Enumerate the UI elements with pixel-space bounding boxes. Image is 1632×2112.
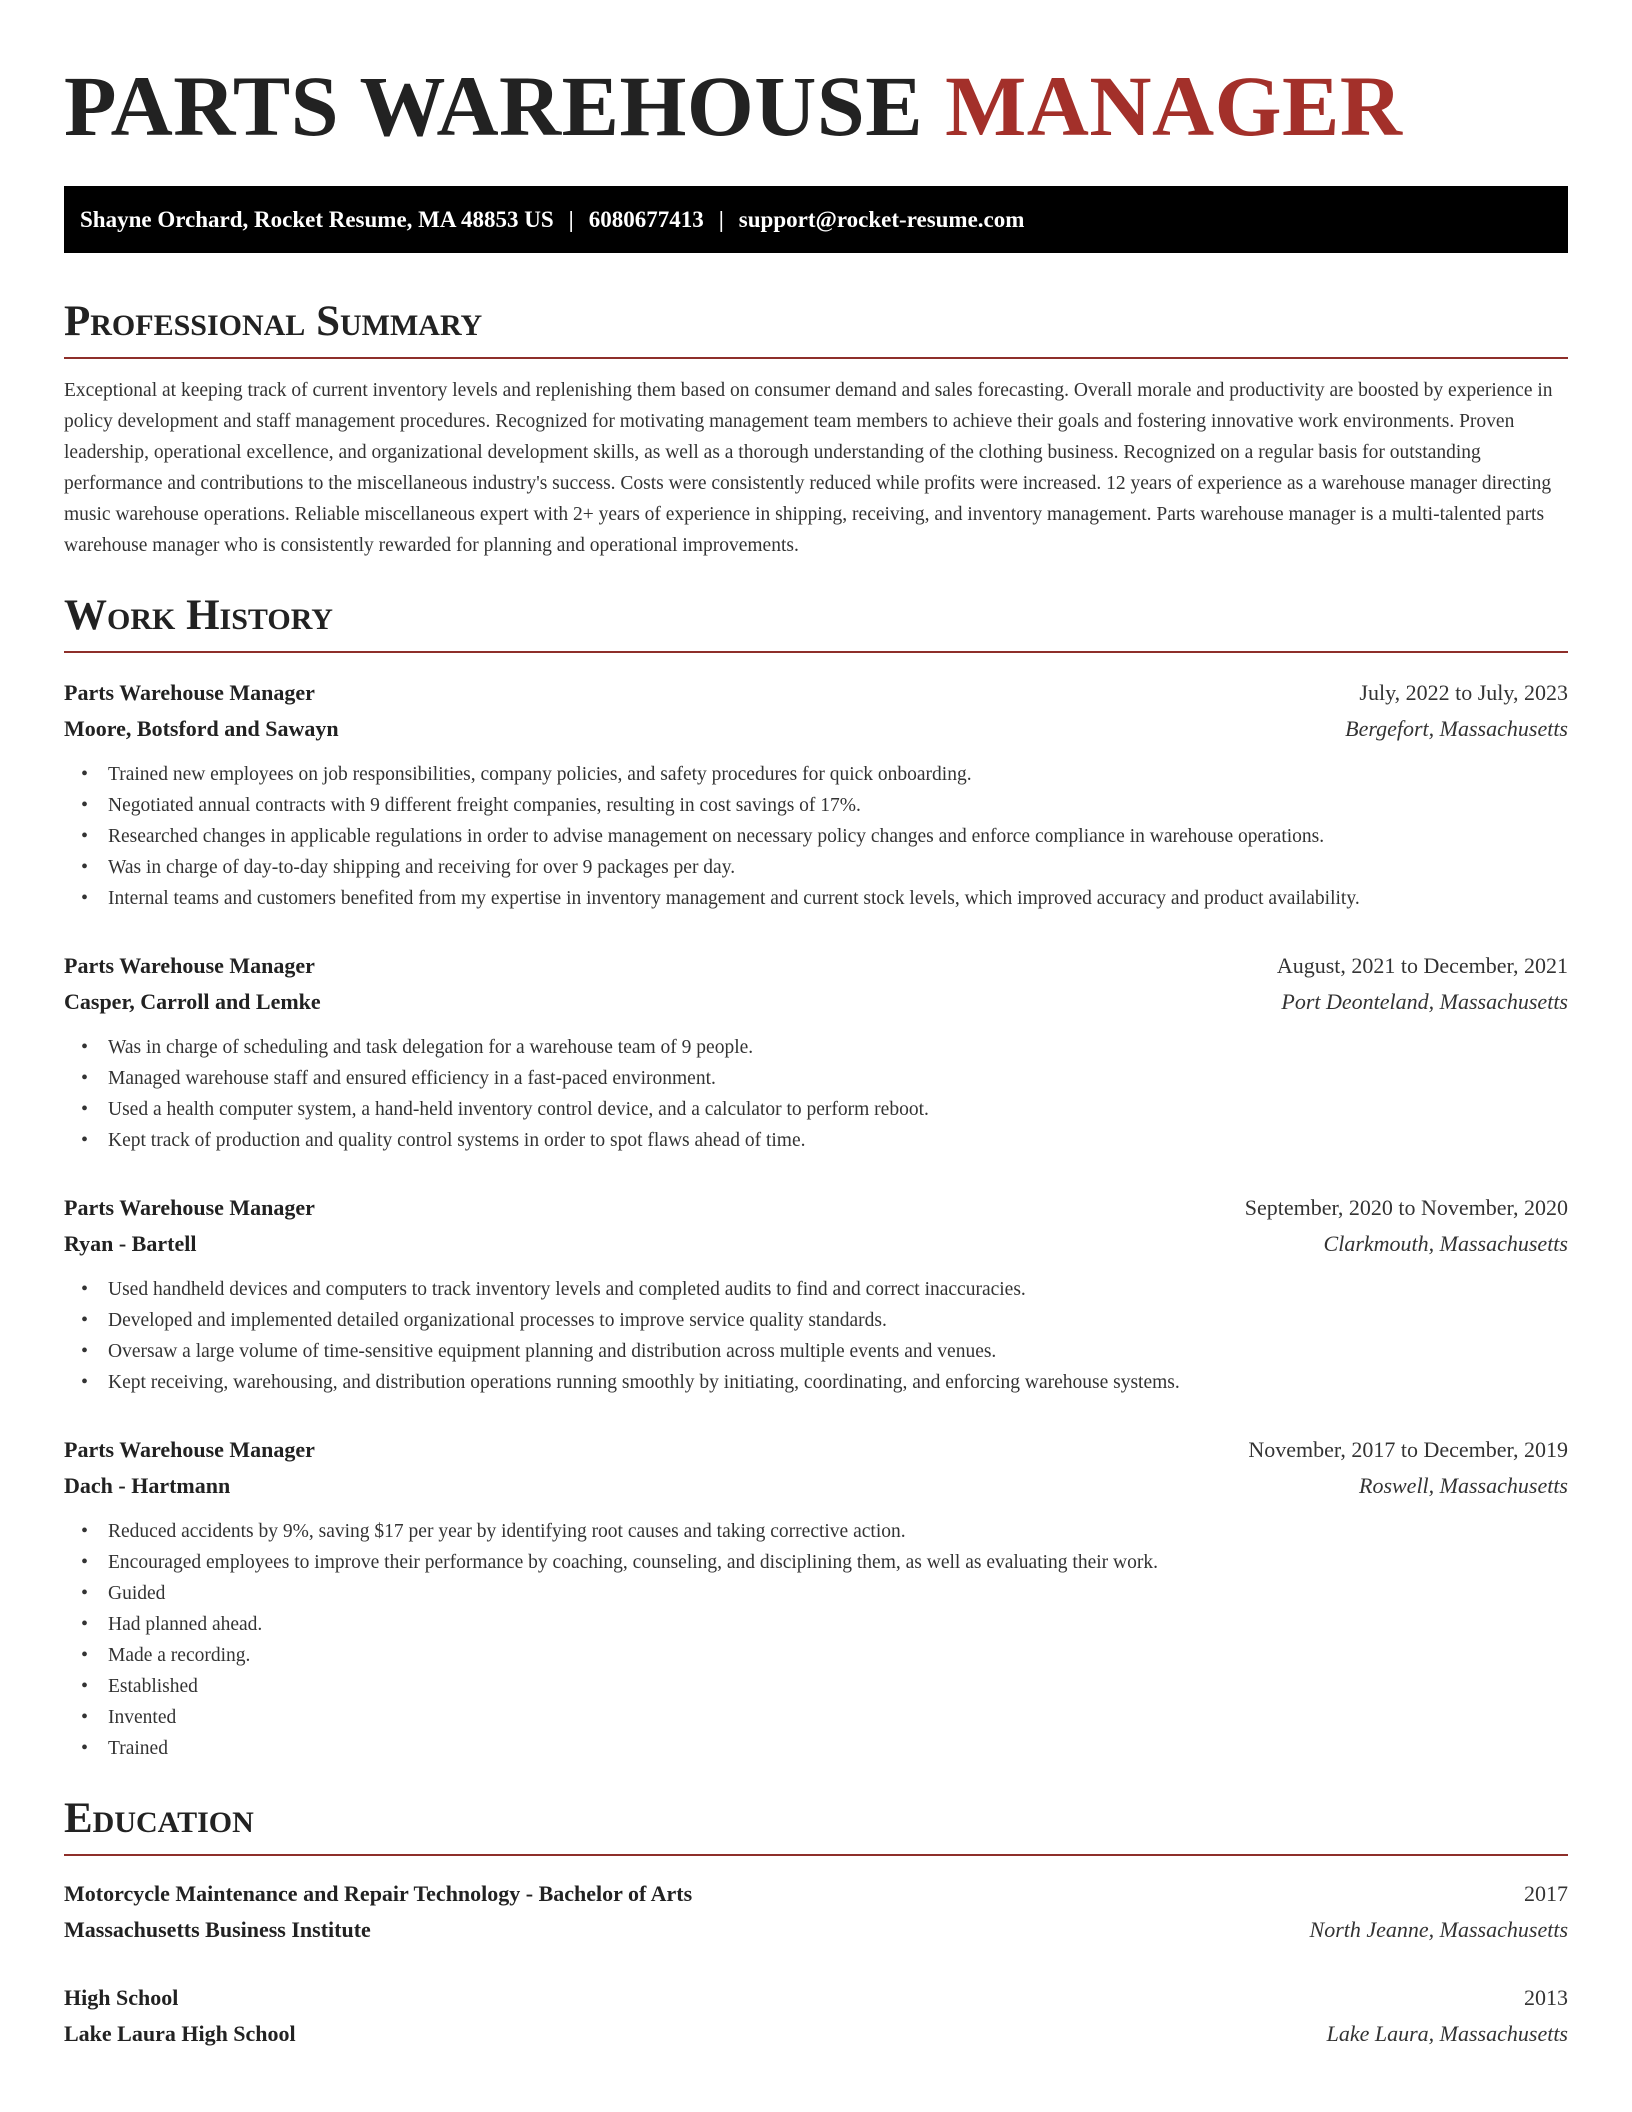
job-entry xyxy=(64,675,1568,914)
job-company-row xyxy=(64,711,1568,747)
job-bullet: • Reduced accidents by 9%, saving $17 per year by identifying root causes and taking corrective action. xyxy=(64,1516,1568,1547)
job-bullet: • Oversaw a large volume of time-sensitive equipment planning and distribution across multiple events and venues. xyxy=(64,1336,1568,1367)
job-bullets xyxy=(64,1516,1568,1764)
job-entry xyxy=(64,1432,1568,1764)
job-dates: July, 2022 to July, 2023 xyxy=(1359,680,1568,705)
job-location: Bergefort, Massachusetts xyxy=(1345,716,1568,741)
job-bullet: • Guided xyxy=(64,1578,1568,1609)
education-header-row xyxy=(64,1980,1568,2016)
job-header-row xyxy=(64,675,1568,711)
contact-separator: | xyxy=(718,206,724,232)
job-bullet: • Developed and implemented detailed organizational processes to improve service quality standards. xyxy=(64,1305,1568,1336)
job-company: Dach - Hartmann xyxy=(64,1473,231,1498)
contact-phone: 6080677413 xyxy=(588,206,704,232)
job-title: Parts Warehouse Manager xyxy=(64,680,315,705)
contact-separator: | xyxy=(568,206,574,232)
job-location: Roswell, Massachusetts xyxy=(1359,1473,1568,1498)
job-title: Parts Warehouse Manager xyxy=(64,1195,315,1220)
education-school: Lake Laura High School xyxy=(64,2021,296,2046)
education-location: North Jeanne, Massachusetts xyxy=(1309,1917,1568,1942)
job-bullet: • Was in charge of scheduling and task delegation for a warehouse team of 9 people. xyxy=(64,1032,1568,1063)
job-bullet: • Invented xyxy=(64,1702,1568,1733)
job-entry xyxy=(64,1190,1568,1398)
job-bullet: • Trained new employees on job responsibilities, company policies, and safety procedures for quick onboarding. xyxy=(64,759,1568,790)
job-company-row xyxy=(64,984,1568,1020)
education-entry xyxy=(64,1980,1568,2052)
job-bullets xyxy=(64,1274,1568,1398)
job-bullet: • Was in charge of day-to-day shipping and receiving for over 9 packages per day. xyxy=(64,852,1568,883)
education-location: Lake Laura, Massachusetts xyxy=(1326,2021,1568,2046)
job-dates: November, 2017 to December, 2019 xyxy=(1248,1437,1568,1462)
summary-text: Exceptional at keeping track of current inventory levels and replenishing them based on consumer demand and sales forecasting. Overall morale and productivity are boosted by experience in policy development and staff management procedures. Recognized for motivating management team members to achieve their goals and fostering innovative work environments. Proven leadership, operational excellence, and organizational development skills, as well as a thorough understanding of the clothing business. Recognized on a regular basis for outstanding performance and contributions to the miscellaneous industry's success. Costs were consistently reduced while profits were increased. 12 years of experience as a warehouse manager directing music warehouse operations. Reliable miscellaneous expert with 2+ years of experience in shipping, receiving, and inventory management. Parts warehouse manager is a multi-talented parts warehouse manager who is consistently rewarded for planning and operational improvements. xyxy=(64,380,1553,556)
contact-address: Shayne Orchard, Rocket Resume, MA 48853 US xyxy=(80,206,554,232)
job-bullet: • Trained xyxy=(64,1733,1568,1764)
job-bullet: • Made a recording. xyxy=(64,1640,1568,1671)
contact-bar xyxy=(64,186,1568,253)
job-title: Parts Warehouse Manager xyxy=(64,1437,315,1462)
job-bullet: • Kept receiving, warehousing, and distribution operations running smoothly by initiating, coordinating, and enforcing warehouse systems. xyxy=(64,1367,1568,1398)
job-entry xyxy=(64,948,1568,1156)
job-bullets xyxy=(64,759,1568,914)
job-title: Parts Warehouse Manager xyxy=(64,953,315,978)
education-degree: Motorcycle Maintenance and Repair Technology - Bachelor of Arts xyxy=(64,1881,693,1906)
job-bullet: • Had planned ahead. xyxy=(64,1609,1568,1640)
education-heading: Education xyxy=(64,1794,1568,1856)
job-bullet: • Kept track of production and quality control systems in order to spot flaws ahead of time. xyxy=(64,1125,1568,1156)
job-company: Ryan - Bartell xyxy=(64,1231,197,1256)
resume-title xyxy=(64,56,1568,156)
job-bullet: • Used handheld devices and computers to track inventory levels and completed audits to find and correct inaccuracies. xyxy=(64,1274,1568,1305)
education-degree: High School xyxy=(64,1985,179,2010)
job-header-row xyxy=(64,1432,1568,1468)
job-dates: September, 2020 to November, 2020 xyxy=(1244,1195,1568,1220)
job-company: Moore, Botsford and Sawayn xyxy=(64,716,339,741)
job-company-row xyxy=(64,1468,1568,1504)
education-year: 2013 xyxy=(1524,1985,1568,2010)
education-header-row xyxy=(64,1876,1568,1912)
education-school-row xyxy=(64,1912,1568,1948)
education-entry xyxy=(64,1876,1568,1948)
education-school: Massachusetts Business Institute xyxy=(64,1917,371,1942)
contact-email: support@rocket-resume.com xyxy=(738,206,1025,232)
job-bullet: • Managed warehouse staff and ensured efficiency in a fast-paced environment. xyxy=(64,1063,1568,1094)
job-company: Casper, Carroll and Lemke xyxy=(64,989,321,1014)
job-location: Clarkmouth, Massachusetts xyxy=(1323,1231,1568,1256)
job-bullet: • Established xyxy=(64,1671,1568,1702)
job-bullet: • Negotiated annual contracts with 9 different freight companies, resulting in cost savings of 17%. xyxy=(64,790,1568,821)
job-bullet: • Internal teams and customers benefited from my expertise in inventory management and current stock levels, which improved accuracy and product availability. xyxy=(64,883,1568,914)
work-history-heading: Work History xyxy=(64,591,1568,653)
job-header-row xyxy=(64,1190,1568,1226)
job-dates: August, 2021 to December, 2021 xyxy=(1276,953,1568,978)
job-bullet: • Used a health computer system, a hand-held inventory control device, and a calculator to perform reboot. xyxy=(64,1094,1568,1125)
title-main: PARTS WAREHOUSE xyxy=(64,58,946,154)
job-header-row xyxy=(64,948,1568,984)
education-year: 2017 xyxy=(1524,1881,1568,1906)
job-bullet: • Encouraged employees to improve their performance by coaching, counseling, and disciplining them, as well as evaluating their work. xyxy=(64,1547,1568,1578)
summary-heading: Professional Summary xyxy=(64,297,1568,359)
job-company-row xyxy=(64,1226,1568,1262)
education-school-row xyxy=(64,2016,1568,2052)
job-bullet: • Researched changes in applicable regulations in order to advise management on necessary policy changes and enforce compliance in warehouse operations. xyxy=(64,821,1568,852)
title-accent: MANAGER xyxy=(945,58,1403,154)
job-location: Port Deonteland, Massachusetts xyxy=(1281,989,1568,1014)
job-bullets xyxy=(64,1032,1568,1156)
